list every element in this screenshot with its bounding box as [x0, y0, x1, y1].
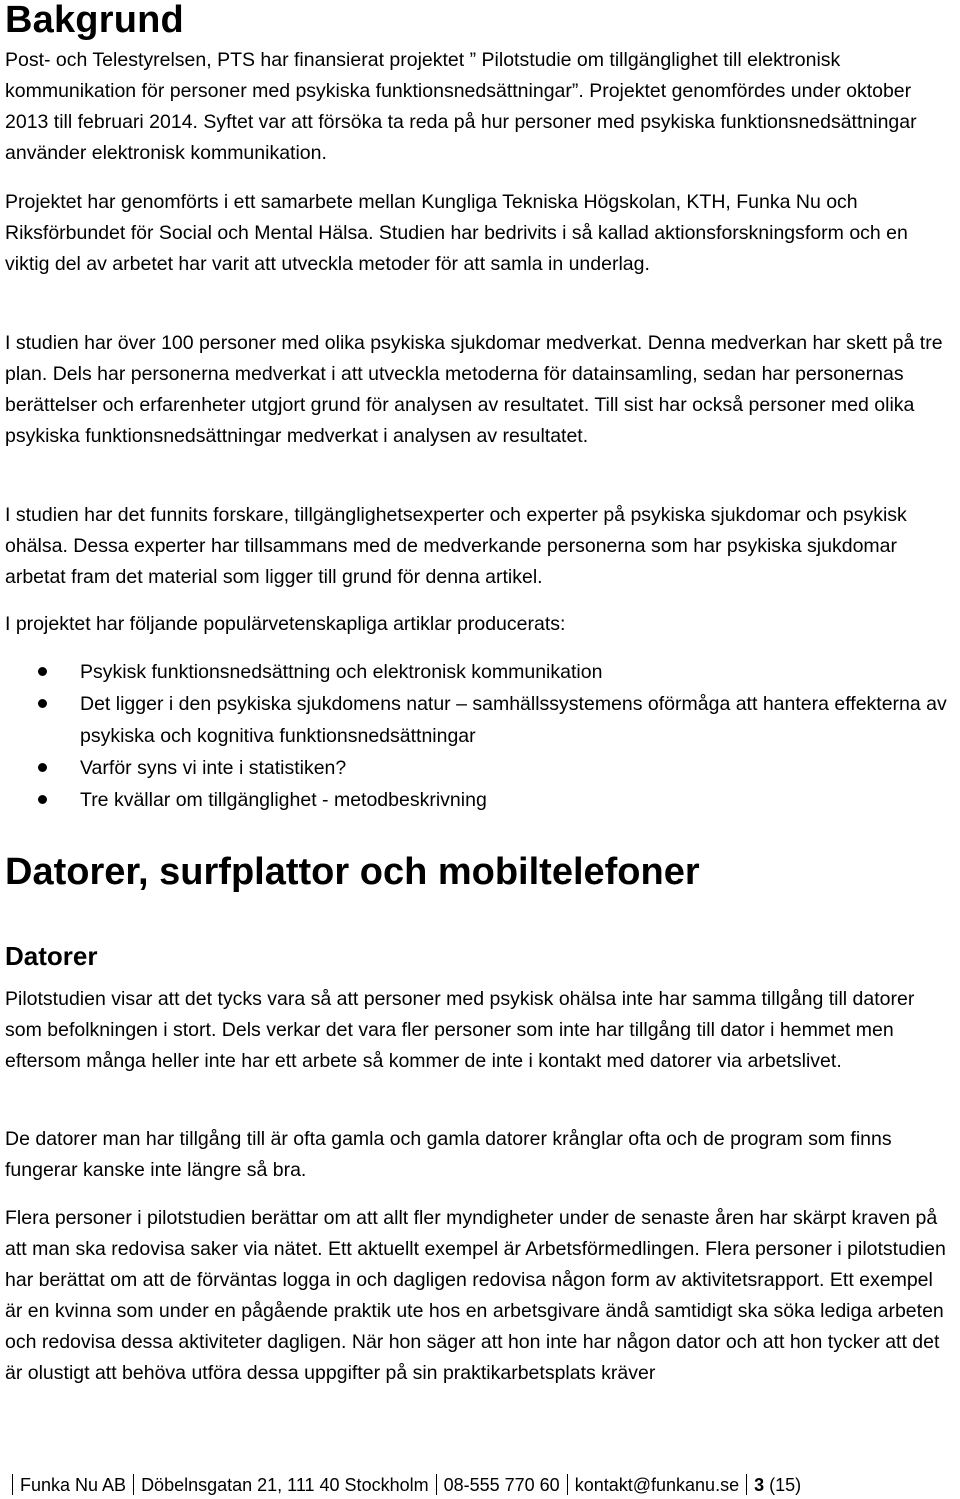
paragraph-articles-intro: I projektet har följande populärvetenskapliga artiklar producerats:: [5, 613, 566, 635]
list-item: Varför syns vi inte i statistiken?: [5, 752, 955, 784]
heading-datorer-surfplattor: Datorer, surfplattor och mobiltelefoner: [5, 851, 700, 893]
list-item: Tre kvällar om tillgänglighet - metodbeskrivning: [5, 784, 955, 816]
article-list: [5, 656, 955, 816]
paragraph-intro: Post- och Telestyrelsen, PTS har finansierat projektet ” Pilotstudie om tillgänglighet till elektronisk kommunikation för personer med psykiska funktionsnedsättningar”. Projektet genomfördes under oktober 2013 till februari 2014. Syftet var att försöka ta reda på hur personer med psykiska funktionsnedsättningar använder elektronisk kommunikation.: [5, 49, 917, 164]
paragraph-experts: I studien har det funnits forskare, tillgänglighetsexperter och experter på psykiska sjukdomar och psykisk ohälsa. Dessa experter har tillsammans med de medverkande personerna som har psykiska sjukdomar arbetat fram det material som ligger till grund för denna artikel.: [5, 504, 907, 588]
footer-phone: 08-555 770 60: [443, 1475, 560, 1495]
bullet-icon: [38, 763, 47, 772]
bullet-icon: [38, 667, 47, 676]
footer-separator: [436, 1474, 437, 1495]
footer-separator: [133, 1474, 134, 1495]
footer-separator: [567, 1474, 568, 1495]
heading-datorer: Datorer: [5, 941, 98, 971]
page-footer: [5, 1472, 955, 1498]
bullet-icon: [38, 699, 47, 708]
paragraph-access: Pilotstudien visar att det tycks vara så att personer med psykisk ohälsa inte har samma tillgång till datorer som befolkningen i stort. Dels verkar det vara fler personer som inte har tillgång till dator i hemmet men eftersom många heller inte har ett arbete så kommer de inte i kontakt med datorer via arbetslivet.: [5, 988, 915, 1072]
footer-email[interactable]: kontakt@funkanu.se: [574, 1475, 740, 1495]
paragraph-participants: I studien har över 100 personer med olika psykiska sjukdomar medverkat. Denna medverkan har skett på tre plan. Dels har personerna medverkat i att utveckla metoderna för datainsamling, sedan har personernas berättelser och erfarenheter utgjort grund för analysen av resultatet. Till sist har också personer med olika psykiska funktionsnedsättningar medverkat i analysen av resultatet.: [5, 332, 943, 447]
list-item: Det ligger i den psykiska sjukdomens natur – samhällssystemens oförmåga att hantera effekterna av psykiska och kognitiva funktionsnedsättningar: [5, 688, 955, 752]
heading-bakgrund: Bakgrund: [5, 0, 184, 41]
footer-separator: [746, 1474, 747, 1495]
paragraph-old-computers: De datorer man har tillgång till är ofta gamla och gamla datorer krånglar ofta och de program som finns fungerar kanske inte längre så bra.: [5, 1128, 892, 1181]
paragraph-authorities: Flera personer i pilotstudien berättar om att allt fler myndigheter under de senaste åren har skärpt kraven på att man ska redovisa saker via nätet. Ett aktuellt exempel är Arbetsförmedlingen. Flera personer i pilotstudien har berättat om att de förväntas logga in och dagligen redovisa någon form av aktivitetsrapport. Ett exempel är en kvinna som under en pågående praktik ute hos en arbetsgivare ändå samtidigt ska söka lediga arbeten och redovisa dessa aktiviteter dagligen. När hon säger att hon inte har någon dator och att hon tycker att det är olustigt att behöva utföra dessa uppgifter på sin praktikarbetsplats kräver: [5, 1207, 946, 1384]
paragraph-collaboration: Projektet har genomförts i ett samarbete mellan Kungliga Tekniska Högskolan, KTH, Funka Nu och Riksförbundet för Social och Mental Hälsa. Studien har bedrivits i så kallad aktionsforskningsform och en viktig del av arbetet har varit att utveckla metoder för att samla in underlag.: [5, 191, 908, 275]
footer-company: Funka Nu AB: [20, 1475, 127, 1495]
bullet-icon: [38, 795, 47, 804]
footer-separator: [12, 1474, 13, 1495]
footer-page-number: 3: [754, 1475, 765, 1495]
footer-address: Döbelnsgatan 21, 111 40 Stockholm: [141, 1475, 429, 1495]
footer-page-total: (15): [769, 1475, 802, 1495]
list-item: Psykisk funktionsnedsättning och elektronisk kommunikation: [5, 656, 955, 688]
